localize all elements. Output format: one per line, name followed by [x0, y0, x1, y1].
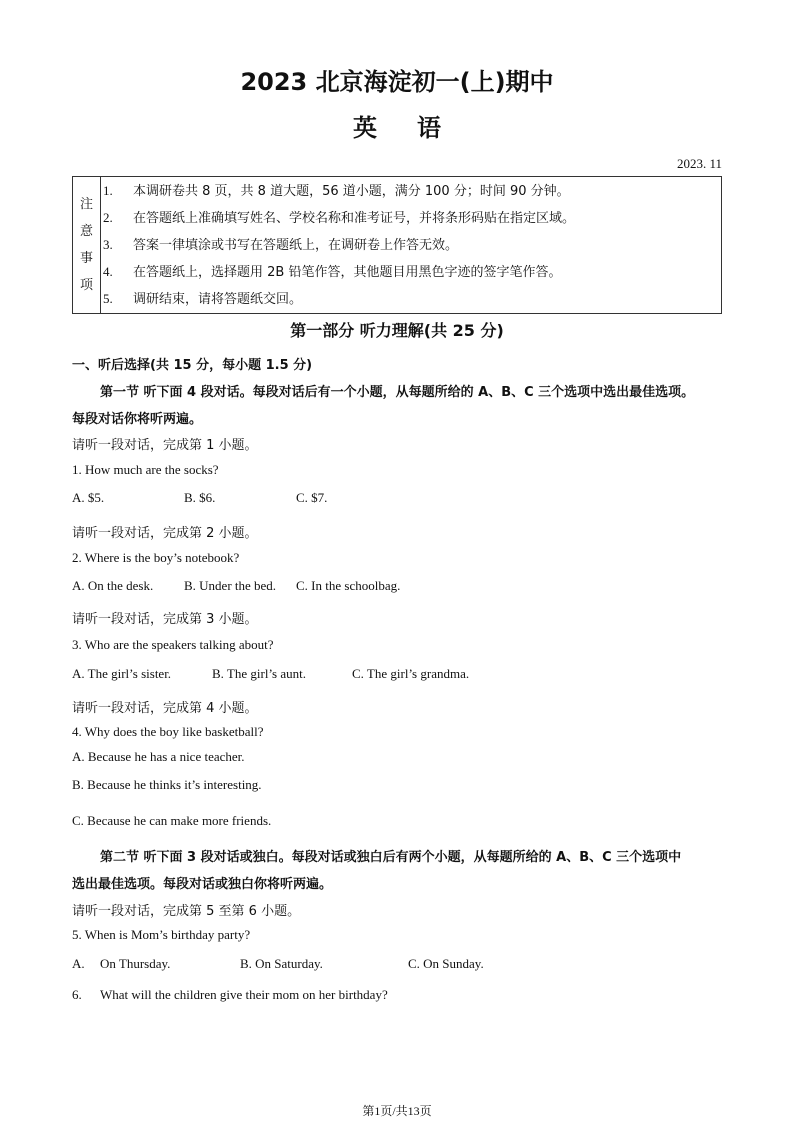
question-stem: 5. When is Mom’s birthday party?: [72, 927, 251, 942]
notice-item-number: 5.: [103, 291, 113, 306]
notice-item: [101, 207, 575, 226]
notice-box: [72, 176, 722, 314]
option-a: On Thursday.: [100, 956, 171, 971]
notice-label: [73, 177, 101, 313]
page-number: 第1页/共13页: [362, 1104, 432, 1118]
option-c: C. On Sunday.: [408, 956, 484, 971]
notice-item-text: 答案一律填涂或书写在答题纸上，在调研卷上作答无效。: [133, 238, 459, 253]
subsection-2-instruction: 第二节 听下面 3 段对话或独白。每段对话或独白后有两个小题，从每题所给的 A、B、C 三个选项中: [100, 850, 682, 865]
listening-instruction: 请听一段对话，完成第 3 小题。: [72, 612, 258, 627]
option-a: A. $5.: [72, 490, 105, 505]
listening-instruction: 请听一段对话，完成第 1 小题。: [72, 438, 258, 453]
question-stem: 1. How much are the socks?: [72, 462, 219, 477]
notice-item: [101, 288, 302, 307]
notice-item: [101, 261, 561, 280]
notice-item-number: 4.: [103, 264, 113, 279]
option-b: B. Under the bed.: [184, 578, 277, 593]
question-stem: 4. Why does the boy like basketball?: [72, 724, 264, 739]
subsection-1-instruction: 第一节 听下面 4 段对话。每段对话后有一个小题，从每题所给的 A、B、C 三个选项中选出最佳选项。: [100, 385, 695, 400]
notice-label-char: 意: [79, 224, 93, 239]
option-c: C. In the schoolbag.: [296, 578, 401, 593]
notice-label-char: 注: [79, 197, 93, 212]
listening-instruction: 请听一段对话，完成第 5 至第 6 小题。: [72, 904, 301, 919]
notice-item-number: 3.: [103, 237, 113, 252]
option-a-label: A.: [72, 956, 85, 971]
notice-label-char: 项: [79, 278, 93, 293]
subsection-1-instruction-cont: 每段对话你将听两遍。: [72, 412, 203, 427]
option-b: B. The girl’s aunt.: [212, 666, 307, 681]
notice-label-char: 事: [79, 251, 93, 266]
option-a: A. On the desk.: [72, 578, 154, 593]
question-number: 6.: [72, 987, 82, 1002]
listening-instruction: 请听一段对话，完成第 2 小题。: [72, 526, 258, 541]
question-stem: What will the children give their mom on her birthday?: [100, 987, 388, 1002]
notice-item-text: 在答题纸上，选择题用 2B 铅笔作答，其他题目用黑色字迹的签字笔作答。: [133, 265, 562, 280]
subsection-2-instruction-cont: 选出最佳选项。每段对话或独白你将听两遍。: [72, 877, 333, 892]
option-b: B. Because he thinks it’s interesting.: [72, 777, 262, 792]
question-stem: 3. Who are the speakers talking about?: [72, 637, 274, 652]
option-b: B. $6.: [184, 490, 216, 505]
part-title: 第一部分 听力理解(共 25 分): [290, 321, 504, 340]
option-c: C. The girl’s grandma.: [352, 666, 470, 681]
section-title: 一、听后选择(共 15 分，每小题 1.5 分): [72, 358, 313, 373]
exam-title: 2023 北京海淀初一(上)期中: [240, 68, 554, 96]
option-c: C. Because he can make more friends.: [72, 813, 272, 828]
notice-item: [101, 180, 570, 199]
notice-item-number: 1.: [103, 183, 113, 198]
notice-item-text: 在答题纸上准确填写姓名、学校名称和准考证号，并将条形码贴在指定区域。: [133, 211, 576, 226]
option-c: C. $7.: [296, 490, 328, 505]
notice-item-number: 2.: [103, 210, 113, 225]
notice-item-text: 调研结束，请将答题纸交回。: [133, 292, 303, 307]
option-a: A. Because he has a nice teacher.: [72, 749, 245, 764]
notice-item: [101, 234, 458, 253]
notice-item-text: 本调研卷共 8 页，共 8 道大题，56 道小题，满分 100 分；时间 90 分钟。: [133, 184, 570, 199]
option-a: A. The girl’s sister.: [72, 666, 172, 681]
exam-date: 2023. 11: [676, 156, 722, 171]
question-stem: 2. Where is the boy’s notebook?: [72, 550, 240, 565]
listening-instruction: 请听一段对话，完成第 4 小题。: [72, 701, 258, 716]
subject-title: 英语: [353, 114, 481, 142]
option-b: B. On Saturday.: [240, 956, 323, 971]
